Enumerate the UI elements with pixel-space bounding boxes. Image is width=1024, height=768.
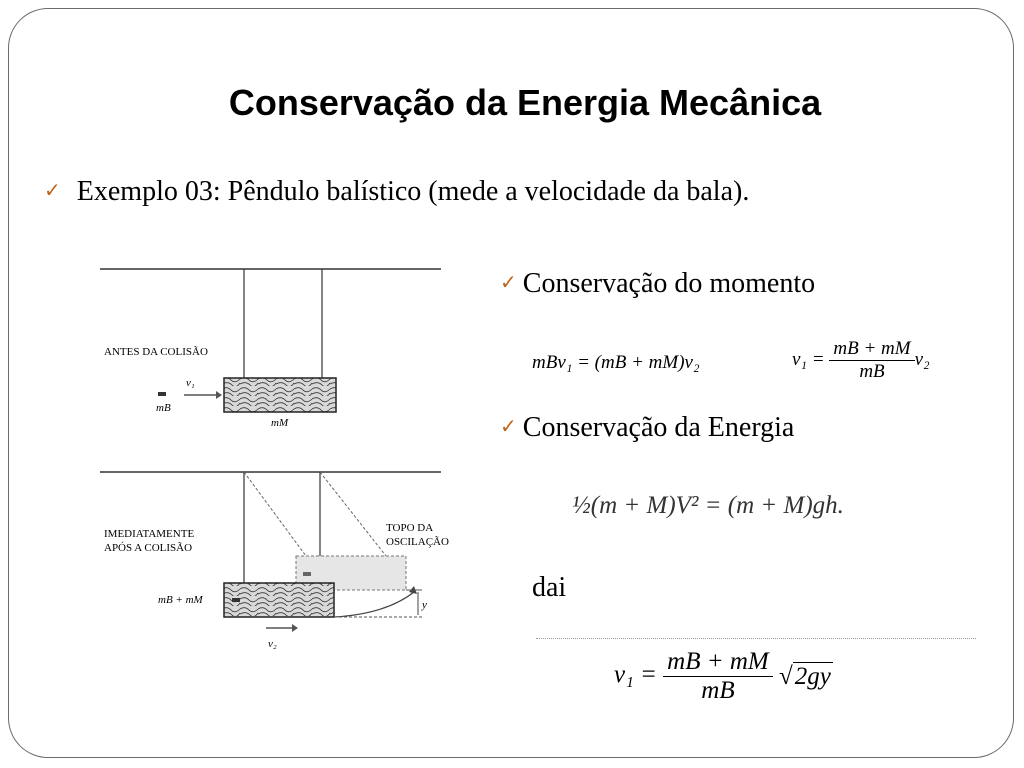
mB-label: mB: [156, 402, 171, 414]
checkmark-icon: ✓: [500, 414, 517, 438]
v2-label: v₂: [268, 638, 277, 650]
final-equation: [614, 648, 833, 705]
momentum-lhs: v₁ =: [792, 348, 825, 370]
y-label: y: [422, 599, 427, 611]
block-after: [224, 583, 334, 617]
slide-title: Conservação da Energia Mecânica: [228, 82, 822, 123]
momentum-equation-solved: [792, 338, 930, 383]
pendulum-svg: [96, 256, 476, 656]
after-label-1: IMEDIATAMENTE: [104, 528, 195, 540]
final-radicand: 2gy: [794, 662, 831, 690]
mM-label: mM: [271, 417, 289, 429]
main-bullet-text: Exemplo 03: Pêndulo balístico (mede a velocidade da bala).: [76, 176, 750, 207]
momentum-equation-left: mBv₁ = (mB + mM)v₂: [532, 352, 700, 373]
block-before: [224, 378, 336, 412]
dai-text: dai: [532, 572, 567, 603]
top-label-2: OSCILAÇÃO: [386, 536, 449, 548]
sub-bullet-momentum-text: Conservação do momento: [522, 268, 816, 299]
ballistic-pendulum-diagram: [96, 256, 476, 656]
square-root: √2gy: [779, 662, 831, 690]
final-numerator: mB + mM: [663, 648, 773, 677]
separator-line: [536, 638, 976, 639]
checkmark-icon: ✓: [500, 270, 517, 294]
sub-bullet-momentum: [500, 268, 815, 300]
after-label-2: APÓS A COLISÃO: [104, 542, 193, 554]
v1-label: v₁: [186, 377, 195, 389]
sub-bullet-energy-text: Conservação da Energia: [522, 412, 795, 443]
momentum-numerator: mB + mM: [829, 338, 914, 361]
final-denominator: mB: [701, 677, 735, 704]
momentum-tail: v₂: [914, 348, 930, 370]
top-label-1: TOPO DA: [386, 522, 434, 534]
before-label: ANTES DA COLISÃO: [104, 346, 208, 358]
bullet-before: [158, 392, 166, 396]
checkmark-icon: ✓: [44, 178, 61, 202]
final-lhs: v₁ =: [614, 661, 657, 689]
momentum-fraction: [829, 338, 914, 383]
sub-bullet-energy: [500, 412, 794, 444]
mB-plus-mM-label: mB + mM: [158, 594, 203, 606]
main-bullet: [44, 176, 749, 208]
momentum-equation: [532, 352, 700, 374]
energy-equation: ½(m + M)V² = (m + M)gh.: [572, 492, 844, 519]
final-fraction: [663, 648, 773, 705]
momentum-denominator: mB: [859, 361, 885, 382]
